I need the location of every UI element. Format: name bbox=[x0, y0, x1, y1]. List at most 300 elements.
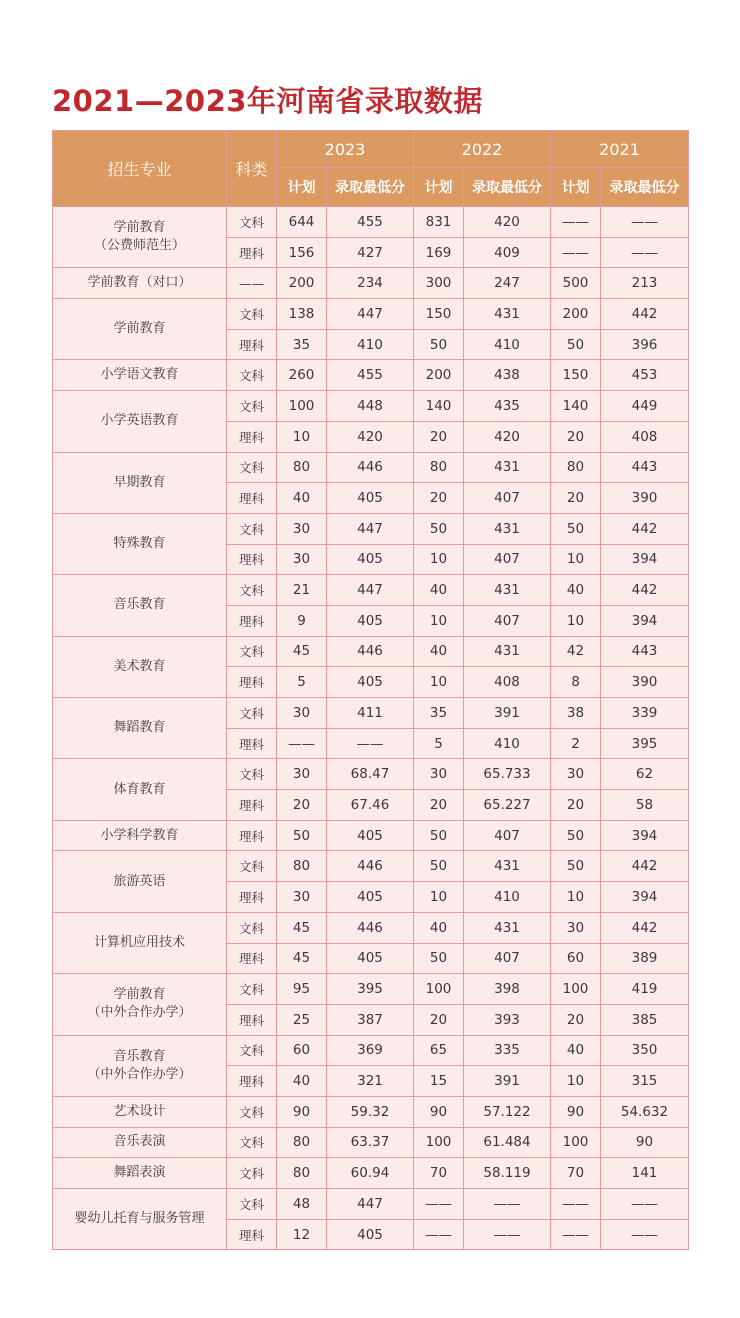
major-cell bbox=[53, 207, 227, 268]
subject-cell: 理科 bbox=[227, 483, 277, 514]
min-score-2023-cell: 63.37 bbox=[327, 1127, 414, 1158]
plan-2022-cell: 10 bbox=[414, 882, 464, 913]
subject-cell: 文科 bbox=[227, 851, 277, 882]
plan-2022-cell: 150 bbox=[414, 299, 464, 330]
plan-2021-cell: 38 bbox=[551, 698, 601, 729]
major-cell bbox=[53, 360, 227, 391]
major-name-line: 艺术设计 bbox=[113, 1103, 166, 1119]
major-name-line: 学前教育 bbox=[113, 321, 166, 337]
plan-2023-cell: —— bbox=[277, 728, 327, 759]
plan-2023-cell: 12 bbox=[277, 1219, 327, 1250]
min-score-2022-cell: 435 bbox=[464, 391, 551, 422]
plan-2022-cell: 20 bbox=[414, 421, 464, 452]
plan-2022-cell: 40 bbox=[414, 575, 464, 606]
min-score-2021-cell: 442 bbox=[601, 912, 689, 943]
major-name-line: 音乐表演 bbox=[113, 1134, 166, 1150]
min-score-2023-cell: 68.47 bbox=[327, 759, 414, 790]
header-plan: 计划 bbox=[277, 168, 327, 207]
plan-2021-cell: 60 bbox=[551, 943, 601, 974]
subject-cell: 文科 bbox=[227, 1189, 277, 1220]
subject-cell: 理科 bbox=[227, 882, 277, 913]
subject-cell: 理科 bbox=[227, 728, 277, 759]
table-row bbox=[53, 268, 689, 299]
min-score-2023-cell: 405 bbox=[327, 820, 414, 851]
table-row bbox=[53, 299, 689, 330]
major-cell bbox=[53, 1127, 227, 1158]
subject-cell: 文科 bbox=[227, 1158, 277, 1189]
subject-cell: 理科 bbox=[227, 1066, 277, 1097]
plan-2021-cell: 30 bbox=[551, 759, 601, 790]
min-score-2022-cell: 65.733 bbox=[464, 759, 551, 790]
plan-2021-cell: 100 bbox=[551, 1127, 601, 1158]
table-row bbox=[53, 360, 689, 391]
min-score-2023-cell: 405 bbox=[327, 943, 414, 974]
plan-2022-cell: 100 bbox=[414, 1127, 464, 1158]
header-year-2021: 2021 bbox=[551, 131, 689, 168]
min-score-2021-cell: 408 bbox=[601, 421, 689, 452]
min-score-2023-cell: 448 bbox=[327, 391, 414, 422]
min-score-2021-cell: 396 bbox=[601, 329, 689, 360]
subject-cell: 文科 bbox=[227, 759, 277, 790]
plan-2023-cell: 80 bbox=[277, 1127, 327, 1158]
subject-cell: 理科 bbox=[227, 1004, 277, 1035]
min-score-2022-cell: 61.484 bbox=[464, 1127, 551, 1158]
min-score-2022-cell: 407 bbox=[464, 605, 551, 636]
plan-2021-cell: 70 bbox=[551, 1158, 601, 1189]
min-score-2022-cell: 391 bbox=[464, 1066, 551, 1097]
plan-2022-cell: 200 bbox=[414, 360, 464, 391]
min-score-2023-cell: 411 bbox=[327, 698, 414, 729]
header-plan: 计划 bbox=[414, 168, 464, 207]
subject-cell: 理科 bbox=[227, 544, 277, 575]
min-score-2021-cell: 443 bbox=[601, 636, 689, 667]
plan-2023-cell: 48 bbox=[277, 1189, 327, 1220]
subject-cell: 理科 bbox=[227, 421, 277, 452]
min-score-2023-cell: 405 bbox=[327, 605, 414, 636]
plan-2022-cell: 90 bbox=[414, 1096, 464, 1127]
plan-2022-cell: 20 bbox=[414, 790, 464, 821]
plan-2021-cell: 500 bbox=[551, 268, 601, 299]
header-major: 招生专业 bbox=[53, 131, 227, 207]
min-score-2022-cell: 431 bbox=[464, 575, 551, 606]
plan-2023-cell: 45 bbox=[277, 636, 327, 667]
subject-cell: 文科 bbox=[227, 575, 277, 606]
min-score-2021-cell: 395 bbox=[601, 728, 689, 759]
major-name-line: 学前教育（对口） bbox=[87, 275, 192, 291]
plan-2021-cell: 80 bbox=[551, 452, 601, 483]
min-score-2021-cell: 58 bbox=[601, 790, 689, 821]
plan-2022-cell: 20 bbox=[414, 1004, 464, 1035]
plan-2021-cell: 50 bbox=[551, 329, 601, 360]
min-score-2023-cell: 446 bbox=[327, 452, 414, 483]
plan-2023-cell: 45 bbox=[277, 943, 327, 974]
plan-2022-cell: 40 bbox=[414, 912, 464, 943]
major-cell bbox=[53, 513, 227, 574]
major-cell bbox=[53, 1096, 227, 1127]
min-score-2021-cell: 442 bbox=[601, 513, 689, 544]
min-score-2022-cell: 65.227 bbox=[464, 790, 551, 821]
plan-2021-cell: 200 bbox=[551, 299, 601, 330]
plan-2022-cell: 35 bbox=[414, 698, 464, 729]
plan-2023-cell: 35 bbox=[277, 329, 327, 360]
min-score-2021-cell: 390 bbox=[601, 667, 689, 698]
subject-cell: 理科 bbox=[227, 237, 277, 268]
subject-cell: 文科 bbox=[227, 299, 277, 330]
plan-2021-cell: 10 bbox=[551, 1066, 601, 1097]
plan-2023-cell: 30 bbox=[277, 698, 327, 729]
table-row bbox=[53, 391, 689, 422]
plan-2023-cell: 138 bbox=[277, 299, 327, 330]
plan-2023-cell: 60 bbox=[277, 1035, 327, 1066]
min-score-2022-cell: 398 bbox=[464, 974, 551, 1005]
plan-2021-cell: —— bbox=[551, 1219, 601, 1250]
table-row bbox=[53, 1096, 689, 1127]
min-score-2023-cell: 321 bbox=[327, 1066, 414, 1097]
plan-2022-cell: 10 bbox=[414, 667, 464, 698]
min-score-2021-cell: 419 bbox=[601, 974, 689, 1005]
min-score-2023-cell: 447 bbox=[327, 513, 414, 544]
min-score-2021-cell: —— bbox=[601, 1189, 689, 1220]
major-name-line: 特殊教育 bbox=[113, 536, 166, 552]
header-year-2023: 2023 bbox=[277, 131, 414, 168]
major-name-line: 舞蹈表演 bbox=[113, 1165, 166, 1181]
major-cell bbox=[53, 452, 227, 513]
plan-2023-cell: 20 bbox=[277, 790, 327, 821]
min-score-2021-cell: 442 bbox=[601, 851, 689, 882]
plan-2022-cell: 50 bbox=[414, 513, 464, 544]
subject-cell: 文科 bbox=[227, 1096, 277, 1127]
major-cell bbox=[53, 268, 227, 299]
table-row bbox=[53, 575, 689, 606]
major-cell bbox=[53, 698, 227, 759]
table-row bbox=[53, 636, 689, 667]
subject-cell: 文科 bbox=[227, 360, 277, 391]
header-subject: 科类 bbox=[227, 131, 277, 207]
plan-2022-cell: 50 bbox=[414, 851, 464, 882]
min-score-2023-cell: 387 bbox=[327, 1004, 414, 1035]
header-min-score: 录取最低分 bbox=[464, 168, 551, 207]
major-name-line: 计算机应用技术 bbox=[93, 935, 185, 950]
plan-2021-cell: 40 bbox=[551, 1035, 601, 1066]
plan-2023-cell: 30 bbox=[277, 544, 327, 575]
min-score-2021-cell: 213 bbox=[601, 268, 689, 299]
plan-2021-cell: 40 bbox=[551, 575, 601, 606]
plan-2023-cell: 25 bbox=[277, 1004, 327, 1035]
plan-2023-cell: 5 bbox=[277, 667, 327, 698]
plan-2023-cell: 30 bbox=[277, 882, 327, 913]
plan-2022-cell: 300 bbox=[414, 268, 464, 299]
major-name-line: （中外合作办学） bbox=[87, 1066, 192, 1082]
min-score-2021-cell: 394 bbox=[601, 882, 689, 913]
major-cell bbox=[53, 1035, 227, 1096]
min-score-2023-cell: 410 bbox=[327, 329, 414, 360]
min-score-2023-cell: 67.46 bbox=[327, 790, 414, 821]
min-score-2021-cell: 339 bbox=[601, 698, 689, 729]
min-score-2023-cell: 447 bbox=[327, 575, 414, 606]
min-score-2023-cell: 447 bbox=[327, 1189, 414, 1220]
major-cell bbox=[53, 820, 227, 851]
plan-2023-cell: 40 bbox=[277, 483, 327, 514]
major-name-line: （中外合作办学） bbox=[87, 1005, 192, 1021]
min-score-2023-cell: 446 bbox=[327, 851, 414, 882]
major-name-line: 体育教育 bbox=[113, 781, 166, 797]
plan-2023-cell: 80 bbox=[277, 452, 327, 483]
major-name-line: 小学英语教育 bbox=[100, 413, 179, 429]
plan-2021-cell: 50 bbox=[551, 851, 601, 882]
min-score-2022-cell: 408 bbox=[464, 667, 551, 698]
min-score-2023-cell: 455 bbox=[327, 360, 414, 391]
table-row bbox=[53, 698, 689, 729]
major-cell bbox=[53, 391, 227, 452]
min-score-2022-cell: 431 bbox=[464, 299, 551, 330]
table-row bbox=[53, 759, 689, 790]
plan-2022-cell: 100 bbox=[414, 974, 464, 1005]
major-cell bbox=[53, 1158, 227, 1189]
min-score-2022-cell: —— bbox=[464, 1189, 551, 1220]
table-row bbox=[53, 851, 689, 882]
plan-2022-cell: 30 bbox=[414, 759, 464, 790]
plan-2021-cell: 20 bbox=[551, 1004, 601, 1035]
header-min-score: 录取最低分 bbox=[327, 168, 414, 207]
min-score-2021-cell: —— bbox=[601, 237, 689, 268]
min-score-2022-cell: 431 bbox=[464, 851, 551, 882]
subject-cell: 理科 bbox=[227, 820, 277, 851]
plan-2022-cell: 140 bbox=[414, 391, 464, 422]
major-name-line: 小学科学教育 bbox=[100, 827, 179, 843]
plan-2022-cell: 20 bbox=[414, 483, 464, 514]
min-score-2022-cell: 410 bbox=[464, 882, 551, 913]
plan-2023-cell: 80 bbox=[277, 1158, 327, 1189]
table-row bbox=[53, 207, 689, 238]
plan-2023-cell: 50 bbox=[277, 820, 327, 851]
table-row bbox=[53, 1035, 689, 1066]
plan-2021-cell: 20 bbox=[551, 790, 601, 821]
major-name-line: 音乐教育 bbox=[113, 1048, 166, 1064]
subject-cell: 文科 bbox=[227, 391, 277, 422]
min-score-2021-cell: 394 bbox=[601, 605, 689, 636]
plan-2021-cell: —— bbox=[551, 207, 601, 238]
plan-2021-cell: 100 bbox=[551, 974, 601, 1005]
major-cell bbox=[53, 851, 227, 912]
plan-2022-cell: 10 bbox=[414, 605, 464, 636]
min-score-2021-cell: 315 bbox=[601, 1066, 689, 1097]
subject-cell: 理科 bbox=[227, 790, 277, 821]
min-score-2022-cell: 420 bbox=[464, 207, 551, 238]
min-score-2023-cell: 455 bbox=[327, 207, 414, 238]
min-score-2022-cell: 57.122 bbox=[464, 1096, 551, 1127]
min-score-2023-cell: 60.94 bbox=[327, 1158, 414, 1189]
min-score-2023-cell: —— bbox=[327, 728, 414, 759]
major-cell bbox=[53, 1189, 227, 1250]
min-score-2021-cell: 449 bbox=[601, 391, 689, 422]
major-name-line: 美术教育 bbox=[113, 658, 166, 674]
plan-2021-cell: 90 bbox=[551, 1096, 601, 1127]
min-score-2022-cell: 410 bbox=[464, 329, 551, 360]
plan-2021-cell: 50 bbox=[551, 513, 601, 544]
min-score-2023-cell: 234 bbox=[327, 268, 414, 299]
plan-2022-cell: 50 bbox=[414, 943, 464, 974]
plan-2021-cell: 50 bbox=[551, 820, 601, 851]
major-name-line: （公费师范生） bbox=[93, 238, 185, 254]
table-row bbox=[53, 452, 689, 483]
major-name-line: 学前教育 bbox=[113, 987, 166, 1003]
subject-cell: 文科 bbox=[227, 1035, 277, 1066]
min-score-2022-cell: 391 bbox=[464, 698, 551, 729]
table-row bbox=[53, 974, 689, 1005]
min-score-2021-cell: 394 bbox=[601, 544, 689, 575]
subject-cell: 文科 bbox=[227, 636, 277, 667]
subject-cell: 理科 bbox=[227, 605, 277, 636]
plan-2022-cell: 169 bbox=[414, 237, 464, 268]
min-score-2021-cell: 350 bbox=[601, 1035, 689, 1066]
subject-cell: 理科 bbox=[227, 667, 277, 698]
major-name-line: 旅游英语 bbox=[113, 873, 166, 889]
min-score-2022-cell: 393 bbox=[464, 1004, 551, 1035]
plan-2021-cell: 140 bbox=[551, 391, 601, 422]
min-score-2021-cell: 390 bbox=[601, 483, 689, 514]
min-score-2022-cell: 438 bbox=[464, 360, 551, 391]
plan-2021-cell: 10 bbox=[551, 544, 601, 575]
subject-cell: 文科 bbox=[227, 207, 277, 238]
min-score-2021-cell: 394 bbox=[601, 820, 689, 851]
min-score-2021-cell: 90 bbox=[601, 1127, 689, 1158]
plan-2021-cell: 2 bbox=[551, 728, 601, 759]
plan-2022-cell: 5 bbox=[414, 728, 464, 759]
plan-2021-cell: 20 bbox=[551, 483, 601, 514]
major-cell bbox=[53, 912, 227, 973]
min-score-2022-cell: —— bbox=[464, 1219, 551, 1250]
major-name-line: 舞蹈教育 bbox=[113, 720, 166, 736]
subject-cell: 文科 bbox=[227, 912, 277, 943]
plan-2021-cell: —— bbox=[551, 1189, 601, 1220]
min-score-2022-cell: 431 bbox=[464, 636, 551, 667]
table-row bbox=[53, 1189, 689, 1220]
min-score-2023-cell: 405 bbox=[327, 483, 414, 514]
major-cell bbox=[53, 299, 227, 360]
min-score-2023-cell: 405 bbox=[327, 882, 414, 913]
major-cell bbox=[53, 974, 227, 1035]
min-score-2021-cell: 453 bbox=[601, 360, 689, 391]
plan-2023-cell: 30 bbox=[277, 759, 327, 790]
plan-2022-cell: —— bbox=[414, 1219, 464, 1250]
major-name-line: 小学语文教育 bbox=[100, 367, 179, 383]
page-title: 2021—2023年河南省录取数据 bbox=[52, 84, 483, 119]
header-year-2022: 2022 bbox=[414, 131, 551, 168]
plan-2022-cell: —— bbox=[414, 1189, 464, 1220]
min-score-2022-cell: 335 bbox=[464, 1035, 551, 1066]
plan-2023-cell: 45 bbox=[277, 912, 327, 943]
major-cell bbox=[53, 636, 227, 697]
subject-cell: 理科 bbox=[227, 943, 277, 974]
plan-2023-cell: 90 bbox=[277, 1096, 327, 1127]
plan-2021-cell: 10 bbox=[551, 605, 601, 636]
plan-2021-cell: 10 bbox=[551, 882, 601, 913]
major-name-line: 婴幼儿托育与服务管理 bbox=[74, 1211, 205, 1227]
plan-2023-cell: 260 bbox=[277, 360, 327, 391]
min-score-2021-cell: 442 bbox=[601, 299, 689, 330]
min-score-2021-cell: 54.632 bbox=[601, 1096, 689, 1127]
min-score-2021-cell: 442 bbox=[601, 575, 689, 606]
plan-2023-cell: 80 bbox=[277, 851, 327, 882]
plan-2023-cell: 100 bbox=[277, 391, 327, 422]
min-score-2023-cell: 427 bbox=[327, 237, 414, 268]
min-score-2021-cell: —— bbox=[601, 1219, 689, 1250]
major-name-line: 音乐教育 bbox=[113, 597, 166, 613]
plan-2022-cell: 50 bbox=[414, 329, 464, 360]
min-score-2021-cell: 389 bbox=[601, 943, 689, 974]
min-score-2023-cell: 59.32 bbox=[327, 1096, 414, 1127]
major-name-line: 学前教育 bbox=[113, 220, 166, 236]
min-score-2021-cell: 141 bbox=[601, 1158, 689, 1189]
plan-2023-cell: 95 bbox=[277, 974, 327, 1005]
admission-table bbox=[52, 130, 689, 1250]
plan-2021-cell: —— bbox=[551, 237, 601, 268]
min-score-2023-cell: 395 bbox=[327, 974, 414, 1005]
subject-cell: 文科 bbox=[227, 1127, 277, 1158]
min-score-2021-cell: 385 bbox=[601, 1004, 689, 1035]
major-cell bbox=[53, 759, 227, 820]
min-score-2022-cell: 407 bbox=[464, 943, 551, 974]
plan-2022-cell: 831 bbox=[414, 207, 464, 238]
subject-cell: 文科 bbox=[227, 698, 277, 729]
subject-cell: 理科 bbox=[227, 1219, 277, 1250]
plan-2021-cell: 30 bbox=[551, 912, 601, 943]
plan-2023-cell: 9 bbox=[277, 605, 327, 636]
plan-2023-cell: 156 bbox=[277, 237, 327, 268]
table-row bbox=[53, 820, 689, 851]
min-score-2023-cell: 420 bbox=[327, 421, 414, 452]
plan-2023-cell: 40 bbox=[277, 1066, 327, 1097]
plan-2022-cell: 70 bbox=[414, 1158, 464, 1189]
min-score-2023-cell: 447 bbox=[327, 299, 414, 330]
min-score-2023-cell: 369 bbox=[327, 1035, 414, 1066]
plan-2023-cell: 200 bbox=[277, 268, 327, 299]
min-score-2023-cell: 446 bbox=[327, 636, 414, 667]
table-row bbox=[53, 1158, 689, 1189]
major-cell bbox=[53, 575, 227, 636]
plan-2022-cell: 50 bbox=[414, 820, 464, 851]
plan-2023-cell: 10 bbox=[277, 421, 327, 452]
subject-cell: 文科 bbox=[227, 513, 277, 544]
plan-2022-cell: 65 bbox=[414, 1035, 464, 1066]
min-score-2021-cell: 443 bbox=[601, 452, 689, 483]
plan-2021-cell: 150 bbox=[551, 360, 601, 391]
subject-cell: 文科 bbox=[227, 974, 277, 1005]
min-score-2022-cell: 247 bbox=[464, 268, 551, 299]
table-row bbox=[53, 1127, 689, 1158]
min-score-2022-cell: 407 bbox=[464, 544, 551, 575]
min-score-2021-cell: —— bbox=[601, 207, 689, 238]
plan-2022-cell: 10 bbox=[414, 544, 464, 575]
min-score-2023-cell: 405 bbox=[327, 1219, 414, 1250]
min-score-2023-cell: 405 bbox=[327, 544, 414, 575]
plan-2021-cell: 8 bbox=[551, 667, 601, 698]
table-row bbox=[53, 513, 689, 544]
plan-2022-cell: 80 bbox=[414, 452, 464, 483]
min-score-2022-cell: 420 bbox=[464, 421, 551, 452]
min-score-2022-cell: 407 bbox=[464, 483, 551, 514]
table-row bbox=[53, 912, 689, 943]
min-score-2022-cell: 431 bbox=[464, 513, 551, 544]
table-header bbox=[53, 131, 689, 207]
plan-2023-cell: 30 bbox=[277, 513, 327, 544]
subject-cell: 文科 bbox=[227, 452, 277, 483]
min-score-2023-cell: 446 bbox=[327, 912, 414, 943]
min-score-2023-cell: 405 bbox=[327, 667, 414, 698]
table-body bbox=[53, 207, 689, 1250]
min-score-2022-cell: 409 bbox=[464, 237, 551, 268]
plan-2021-cell: 42 bbox=[551, 636, 601, 667]
